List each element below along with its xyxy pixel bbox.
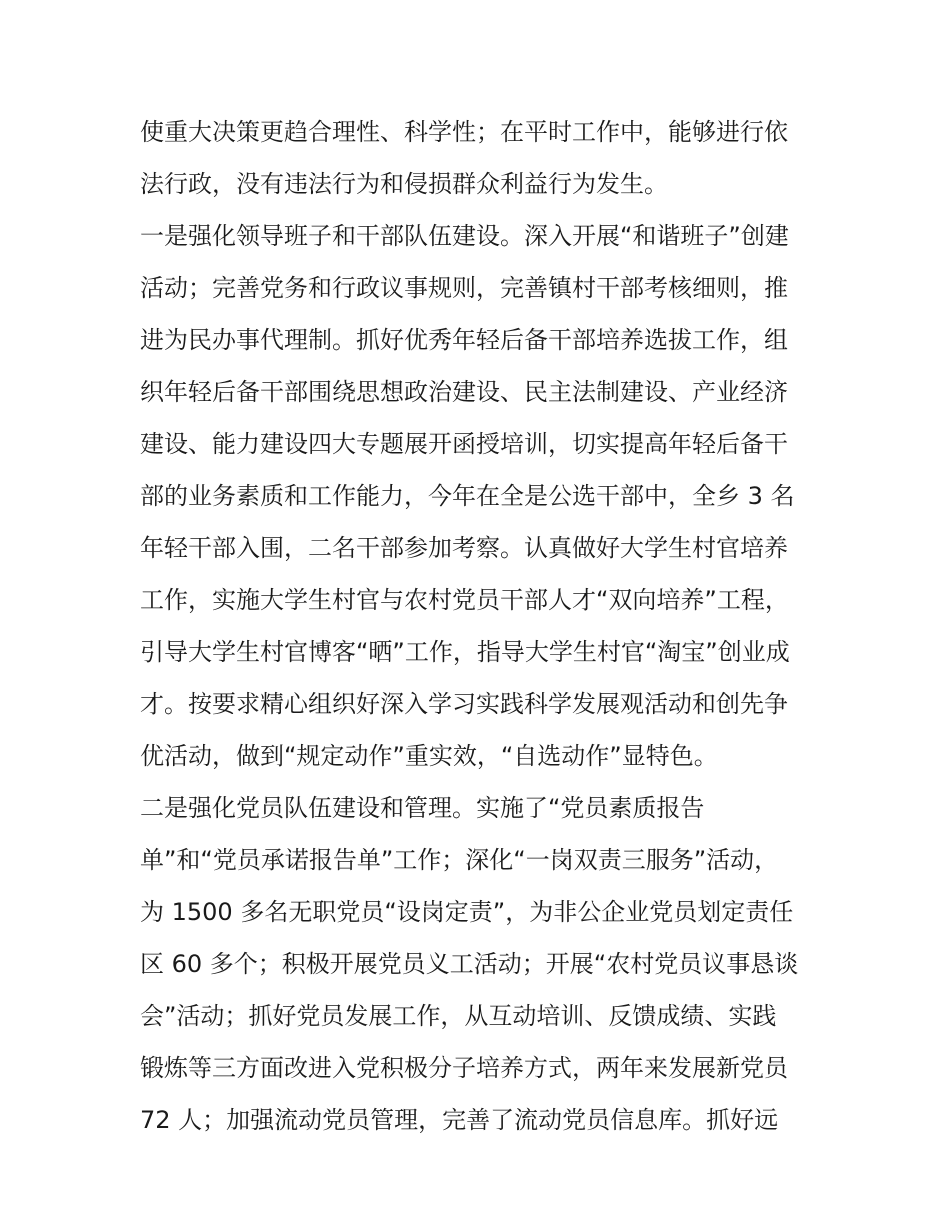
text-line: 二是强化党员队伍建设和管理。实施了“党员素质报告	[140, 794, 705, 822]
text-line: 织年轻后备干部围绕思想政治建设、民主法制建设、产业经济	[140, 378, 788, 406]
text-line: 72 人；加强流动党员管理，完善了流动党员信息库。抓好远	[140, 1106, 779, 1134]
text-line: 为 1500 多名无职党员“设岗定责”，为非公企业党员划定责任	[140, 898, 794, 926]
text-line: 会”活动；抓好党员发展工作，从互动培训、反馈成绩、实践	[140, 1002, 777, 1030]
text-line: 进为民办事代理制。抓好优秀年轻后备干部培养选拔工作，组	[140, 326, 788, 354]
text-line: 单”和“党员承诺报告单”工作；深化“一岗双责三服务”活动，	[140, 846, 779, 874]
text-line: 建设、能力建设四大专题展开函授培训，切实提高年轻后备干	[140, 430, 788, 458]
text-line: 一是强化领导班子和干部队伍建设。深入开展“和谐班子”创建	[140, 222, 789, 250]
text-line: 部的业务素质和工作能力，今年在全是公选干部中，全乡 3 名	[140, 482, 795, 510]
text-line: 引导大学生村官博客“晒”工作，指导大学生村官“淘宝”创业成	[140, 638, 790, 666]
body-text	[140, 106, 820, 1146]
text-line: 才。按要求精心组织好深入学习实践科学发展观活动和创先争	[140, 690, 788, 718]
text-line: 活动；完善党务和行政议事规则，完善镇村干部考核细则，推	[140, 274, 788, 302]
text-line: 年轻干部入围，二名干部参加考察。认真做好大学生村官培养	[140, 534, 788, 562]
text-line: 锻炼等三方面改进入党积极分子培养方式，两年来发展新党员	[140, 1054, 788, 1082]
text-line: 使重大决策更趋合理性、科学性；在平时工作中，能够进行依	[140, 118, 788, 146]
text-line: 法行政，没有违法行为和侵损群众利益行为发生。	[140, 170, 668, 198]
text-line: 区 60 多个；积极开展党员义工活动；开展“农村党员议事恳谈	[140, 950, 799, 978]
text-line: 工作，实施大学生村官与农村党员干部人才“双向培养”工程，	[140, 586, 789, 614]
text-line: 优活动，做到“规定动作”重实效，“自选动作”显特色。	[140, 742, 718, 770]
